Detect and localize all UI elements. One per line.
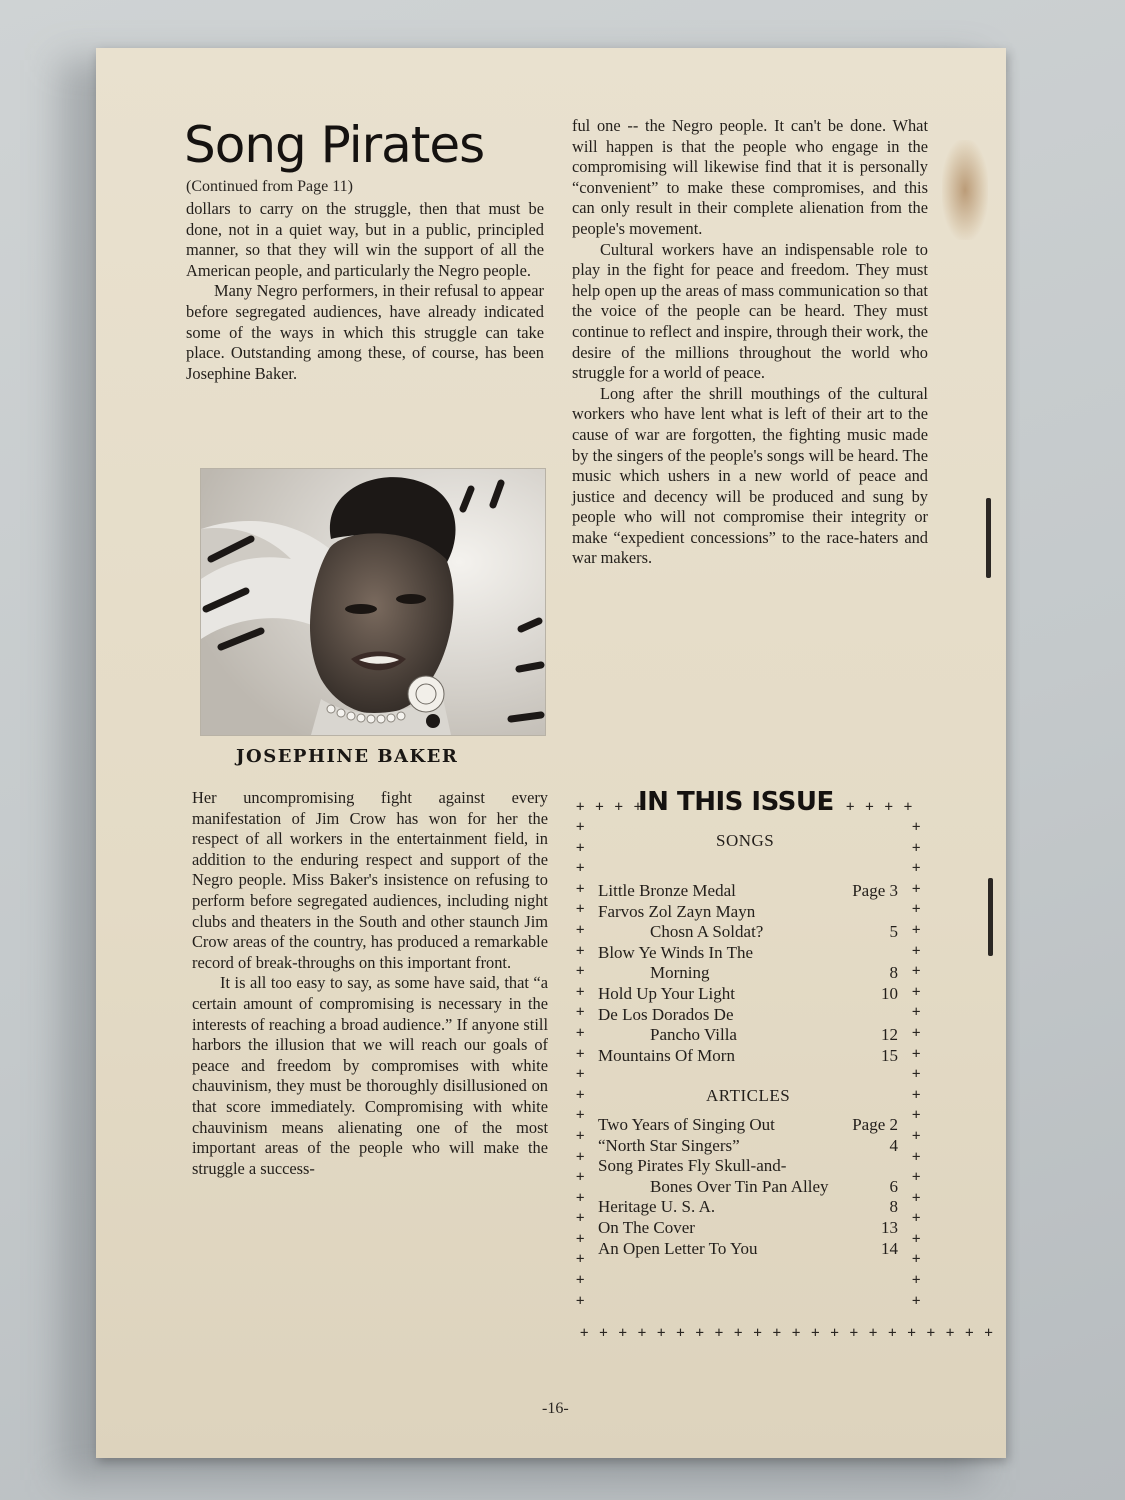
toc-entry [598, 1218, 898, 1239]
toc-entry-page: Page 3 [852, 881, 898, 900]
toc-entry-title: Pancho Villa [650, 1025, 737, 1045]
toc-entry [598, 1115, 898, 1136]
toc-entry-title: Heritage U. S. A. [598, 1197, 716, 1217]
photo-caption: JOSEPHINE BAKER [236, 746, 459, 767]
toc-entry-title: Bones Over Tin Pan Alley [650, 1176, 829, 1196]
toc-entry [598, 1005, 898, 1046]
toc-entry-page: 8 [889, 963, 898, 983]
box-border-left: + + + + + + + + + + + + + + + + + + + + + + + + [576, 819, 585, 1309]
toc-entry-title: Hold Up Your Light [598, 983, 735, 1003]
toc-entry-title: Farvos Zol Zayn Mayn [598, 901, 756, 921]
toc-entry [598, 1156, 898, 1197]
toc-entry-page: 15 [881, 1045, 898, 1065]
toc-entry [598, 1046, 898, 1067]
article-title: Song Pirates [184, 116, 485, 174]
toc-entry-page: 12 [881, 1025, 898, 1045]
box-border-right: + + + + + + + + + + + + + + + + + + + + + + + + [912, 819, 921, 1309]
article-paragraph: Her uncompromising fight against every manifestation of Jim Crow has won for her the respect of all workers in the entertainment field, in addition to the enduring respect and support of the Negro people. Miss Baker's insistence on refusing to perform before segregated audiences, including night clubs and theaters in the South and other staunch Jim Crow areas of the country, has produced a remarkable record of break-throughs on this important front. [192, 788, 548, 972]
toc-entry [598, 1197, 898, 1218]
in-this-issue-title: IN THIS ISSUE [638, 787, 834, 817]
toc-entry-title: “North Star Singers” [598, 1135, 740, 1155]
box-border-top-right: + + + + [846, 799, 914, 815]
page-number: -16- [542, 1400, 569, 1417]
toc-entry [598, 881, 898, 902]
toc-entry [598, 1136, 898, 1157]
toc-entry-page: 4 [889, 1135, 898, 1155]
article-column-right [572, 116, 928, 569]
magazine-page [96, 48, 1006, 1458]
article-paragraph: Many Negro performers, in their refusal to appear before segregated audiences, have already indicated some of the ways in which this struggle can take place. Outstanding among these, of course, has been Josephine Baker. [186, 281, 544, 383]
toc-entry-title: Song Pirates Fly Skull-and- [598, 1156, 787, 1176]
toc-entry-page: 10 [881, 983, 898, 1003]
articles-list [598, 1115, 898, 1259]
paper-stain [942, 140, 988, 240]
toc-entry-title: An Open Letter To You [598, 1238, 758, 1258]
article-paragraph: It is all too easy to say, as some have said, that “a certain amount of compromising is necessary in the interests of reaching a broad audience.” If anyone still harbors the illusion that we will reach our goals of peace and freedom by compromises with white chauvinism, they must be thoroughly disillusioned on that score immediately. Compromising with white chauvinism means alienating one of the most important areas of the people who will make the struggle a success- [192, 973, 548, 1178]
in-this-issue-box [576, 787, 995, 1345]
toc-entry-title: Morning [650, 963, 710, 983]
toc-entry-title: Little Bronze Medal [598, 881, 736, 900]
toc-entry [598, 943, 898, 984]
article-column-left-top [186, 199, 544, 384]
songs-heading: SONGS [716, 831, 775, 850]
continued-note: (Continued from Page 11) [186, 178, 353, 195]
binding-mark [988, 878, 993, 956]
article-column-left-bottom [192, 788, 548, 1179]
toc-entry-page: 8 [889, 1197, 898, 1217]
songs-list [598, 881, 898, 1066]
portrait-image [201, 469, 545, 735]
toc-entry-title: De Los Dorados De [598, 1004, 734, 1024]
article-paragraph: Long after the shrill mouthings of the cultural workers who have lent what is left of their art to the cause of war are forgotten, the fighting music made by the singers of the people's songs will be heard. The music which ushers in a new world of peace and justice and decency will be produced and sung by people who will not compromise their integrity or make “expedient concessions” to the race-haters and war makers. [572, 383, 928, 568]
toc-entry [598, 984, 898, 1005]
article-paragraph: Cultural workers have an indispensable role to play in the fight for peace and freedom. They must help open up the areas of mass communication so that the voice of the people can be heard. They must continue to reflect and inspire, through their work, the desire of the millions throughout the world who struggle for a world of peace. [572, 239, 928, 383]
binding-mark [986, 498, 991, 578]
toc-entry-title: Mountains Of Morn [598, 1045, 735, 1065]
toc-entry [598, 1239, 898, 1260]
toc-entry-page: 5 [889, 922, 898, 942]
articles-heading: ARTICLES [706, 1086, 791, 1105]
toc-entry-page: 13 [881, 1217, 898, 1237]
toc-entry-title: On The Cover [598, 1217, 695, 1237]
toc-entry-title: Blow Ye Winds In The [598, 942, 754, 962]
toc-entry-page: Page 2 [852, 1115, 898, 1134]
toc-entry-page: 6 [889, 1176, 898, 1196]
box-border-bottom: + + + + + + + + + + + + + + + + + + + + + + [580, 1325, 995, 1341]
toc-entry-title: Chosn A Soldat? [650, 922, 764, 942]
box-border-top-left: + + + + [576, 799, 644, 815]
article-paragraph: ful one -- the Negro people. It can't be done. What will happen is that the people who engage in the compromising will likewise find that it is personally “convenient” to make these compromises, and this can only result in their complete alienation from the people's movement. [572, 116, 928, 238]
josephine-baker-photo [200, 468, 546, 736]
toc-entry-title: Two Years of Singing Out [598, 1115, 775, 1134]
toc-entry-page: 14 [881, 1238, 898, 1258]
article-paragraph: dollars to carry on the struggle, then that must be done, not in a quiet way, but in a public, principled manner, so that they will win the support of all the American people, and particularly the Negro people. [186, 199, 544, 280]
toc-entry [598, 902, 898, 943]
